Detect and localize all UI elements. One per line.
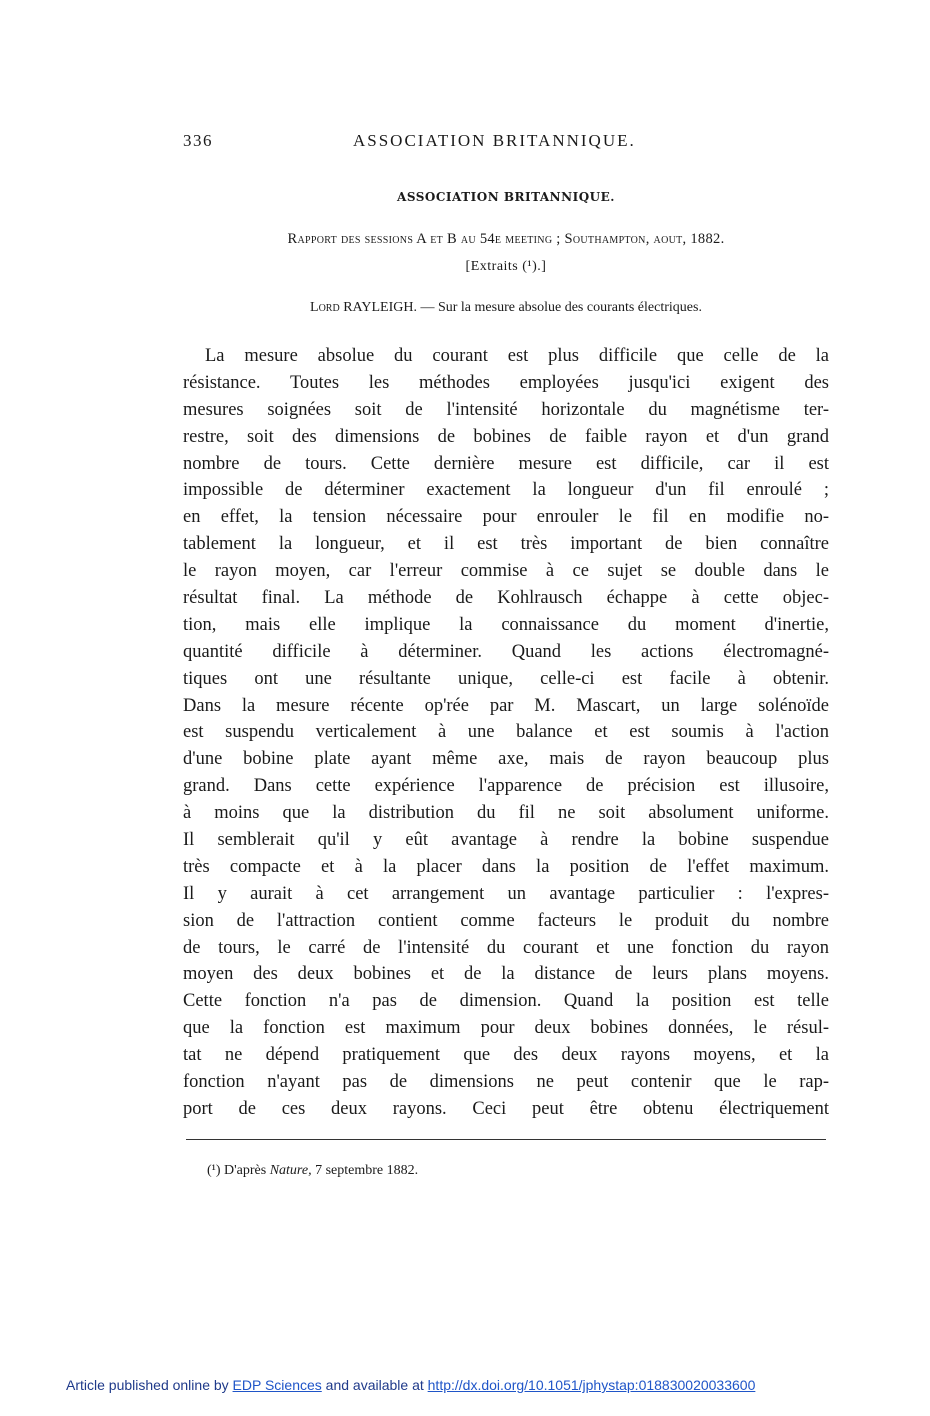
text-line: Il semblerait qu'il y eût avantage à rendre la bobine suspendue bbox=[183, 830, 829, 851]
text-line: sion de l'attraction contient comme facteurs le produit du nombre bbox=[183, 910, 829, 931]
report-line: Rapport des sessions A et B au 54e meeting ; Southampton, aout, 1882. bbox=[287, 231, 725, 247]
text-line: d'une bobine plate ayant même axe, mais de rayon beaucoup plus bbox=[183, 749, 829, 770]
text-line: de tours, le carré de l'intensité du courant et une fonction du rayon bbox=[183, 937, 829, 958]
text-line: nombre de tours. Cette dernière mesure est difficile, car il est bbox=[183, 453, 829, 474]
text-line: très compacte et à la placer dans la position de l'effet maximum. bbox=[183, 856, 829, 877]
author-line bbox=[183, 300, 829, 316]
text-line: fonction n'ayant pas de dimensions ne peut contenir que le rap- bbox=[183, 1072, 829, 1093]
publisher-footer bbox=[66, 1377, 886, 1393]
footnote-marker: (¹) bbox=[207, 1163, 221, 1178]
footnote-rule bbox=[186, 1139, 826, 1140]
text-line: grand. Dans cette expérience l'apparence de précision est illusoire, bbox=[183, 776, 829, 797]
author-prefix: Lord bbox=[310, 300, 340, 315]
extraits-line: [Extraits (¹).] bbox=[465, 259, 547, 274]
text-line: résultat final. La méthode de Kohlrausch échappe à cette objec- bbox=[183, 588, 829, 609]
running-title: ASSOCIATION BRITANNIQUE. bbox=[353, 131, 636, 150]
article-heading: ASSOCIATION BRITANNIQUE. bbox=[397, 190, 615, 204]
author-name: RAYLEIGH. bbox=[343, 300, 417, 315]
body-text bbox=[183, 343, 829, 1123]
text-line: La mesure absolue du courant est plus difficile que celle de la bbox=[205, 346, 829, 366]
text-line: restre, soit des dimensions de bobines de faible rayon et d'un grand bbox=[183, 426, 829, 447]
text-line: que la fonction est maximum pour deux bobines données, le résul- bbox=[183, 1018, 829, 1039]
footnote bbox=[207, 1163, 827, 1179]
publisher-link[interactable]: EDP Sciences bbox=[232, 1377, 322, 1393]
text-line: moyen des deux bobines et de la distance de leurs plans moyens. bbox=[183, 964, 829, 985]
running-head bbox=[183, 131, 829, 153]
text-line: mesures soignées soit de l'intensité horizontale du magnétisme ter- bbox=[183, 399, 829, 420]
text-line: est suspendu verticalement à une balance et est soumis à l'action bbox=[183, 722, 829, 743]
doi-link[interactable]: http://dx.doi.org/10.1051/jphystap:018830020033600 bbox=[427, 1377, 756, 1393]
text-line: le rayon moyen, car l'erreur commise à ce sujet se double dans le bbox=[183, 561, 829, 582]
text-line: Dans la mesure récente op'rée par M. Mascart, un large solénoïde bbox=[183, 695, 829, 716]
text-line: Cette fonction n'a pas de dimension. Quand la position est telle bbox=[183, 991, 829, 1012]
text-line: en effet, la tension nécessaire pour enrouler le fil en modifie no- bbox=[183, 507, 829, 528]
text-line: tiques ont une résultante unique, celle-ci est facile à obtenir. bbox=[183, 668, 829, 689]
footer-prefix: Article published online by bbox=[66, 1377, 233, 1393]
text-line: à moins que la distribution du fil ne soit absolument uniforme. bbox=[183, 803, 829, 824]
footnote-date: 7 septembre 1882. bbox=[311, 1163, 419, 1178]
footer-middle: and available at bbox=[321, 1377, 428, 1393]
footnote-prefix: D'après bbox=[220, 1163, 270, 1178]
text-line: impossible de déterminer exactement la longueur d'un fil enroulé ; bbox=[183, 480, 829, 501]
footnote-source: Nature, bbox=[269, 1163, 312, 1178]
text-line: tat ne dépend pratiquement que des deux rayons moyens, et la bbox=[183, 1045, 829, 1066]
text-line: Il y aurait à cet arrangement un avantage particulier : l'expres- bbox=[183, 883, 829, 904]
text-line: tablement la longueur, et il est très important de bien connaître bbox=[183, 534, 829, 555]
article-title: — Sur la mesure absolue des courants électriques. bbox=[416, 300, 702, 315]
text-line: résistance. Toutes les méthodes employées jusqu'ici exigent des bbox=[183, 372, 829, 393]
text-line: port de ces deux rayons. Ceci peut être obtenu électriquement bbox=[183, 1098, 829, 1119]
text-line: quantité difficile à déterminer. Quand les actions électromagné- bbox=[183, 641, 829, 662]
page-number: 336 bbox=[183, 131, 213, 150]
text-line: tion, mais elle implique la connaissance du moment d'inertie, bbox=[183, 614, 829, 635]
